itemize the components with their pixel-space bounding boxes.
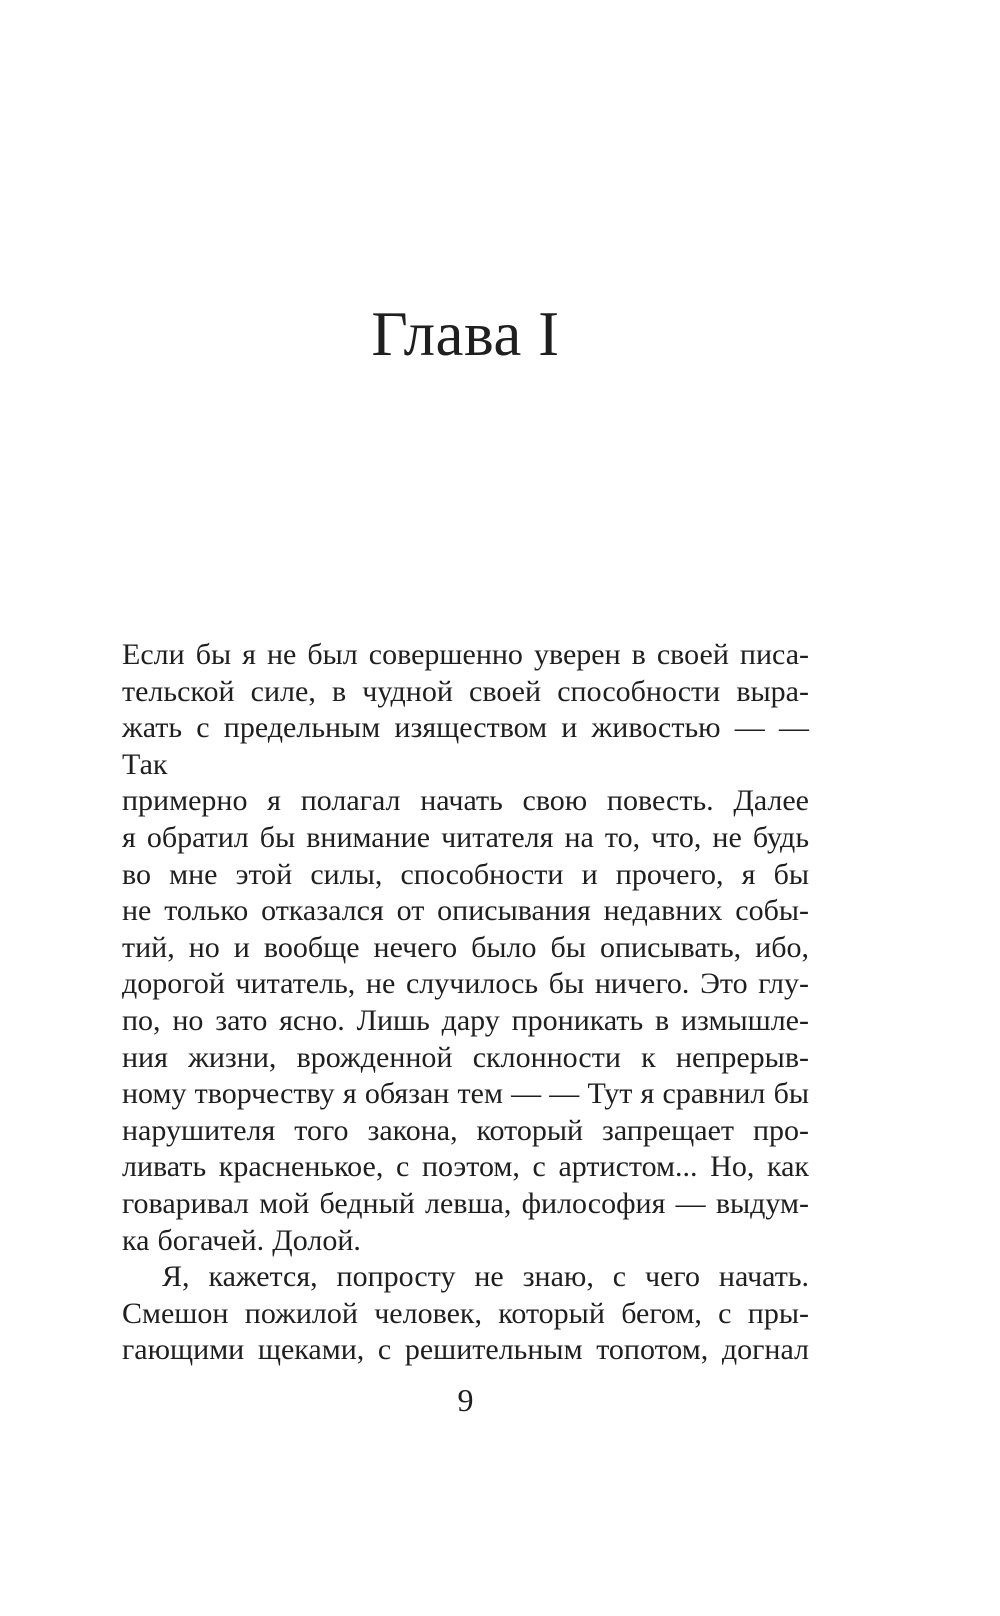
text-line: ка богачей. Долой. bbox=[122, 1223, 361, 1257]
text-line: ния жизни, врожденной склонности к непрерыв- bbox=[122, 1040, 809, 1074]
chapter-title: Глава I bbox=[371, 299, 560, 369]
text-line: ному творчеству я обязан тем — — Тут я сравнил бы bbox=[122, 1077, 809, 1111]
text-line: тельской силе, в чудной своей способности выра- bbox=[122, 674, 809, 708]
text-line: не только отказался от описывания недавних собы- bbox=[122, 894, 809, 928]
text-line: тий, но и вообще нечего было бы описывать, ибо, bbox=[122, 930, 809, 964]
text-line: по, но зато ясно. Лишь дару проникать в измышле- bbox=[122, 1003, 809, 1037]
text-line: примерно я полагал начать свою повесть. Далее bbox=[122, 784, 809, 818]
text-block bbox=[122, 637, 809, 1369]
page-number: 9 bbox=[457, 1382, 474, 1418]
text-line: гающими щеками, с решительным топотом, догнал bbox=[122, 1333, 809, 1367]
text-line: дорогой читатель, не случилось бы ничего. Это глу- bbox=[122, 967, 809, 1001]
text-line: Если бы я не был совершенно уверен в своей писа- bbox=[122, 638, 809, 671]
text-line: во мне этой силы, способности и прочего, я бы bbox=[122, 857, 809, 891]
text-line: нарушителя того закона, который запрещает про- bbox=[122, 1113, 809, 1147]
text-line: ливать красненькое, с поэтом, с артистом... Но, как bbox=[122, 1150, 809, 1184]
text-line: я обратил бы внимание читателя на то, что, не будь bbox=[122, 820, 809, 854]
text-line: Я, кажется, попросту не знаю, с чего начать. bbox=[162, 1260, 809, 1294]
text-line: Смешон пожилой человек, который бегом, с пры- bbox=[122, 1296, 809, 1330]
text-line: говаривал мой бедный левша, философия — выдум- bbox=[122, 1186, 809, 1220]
text-line: жать с предельным изяществом и живостью — — Так bbox=[122, 711, 809, 781]
